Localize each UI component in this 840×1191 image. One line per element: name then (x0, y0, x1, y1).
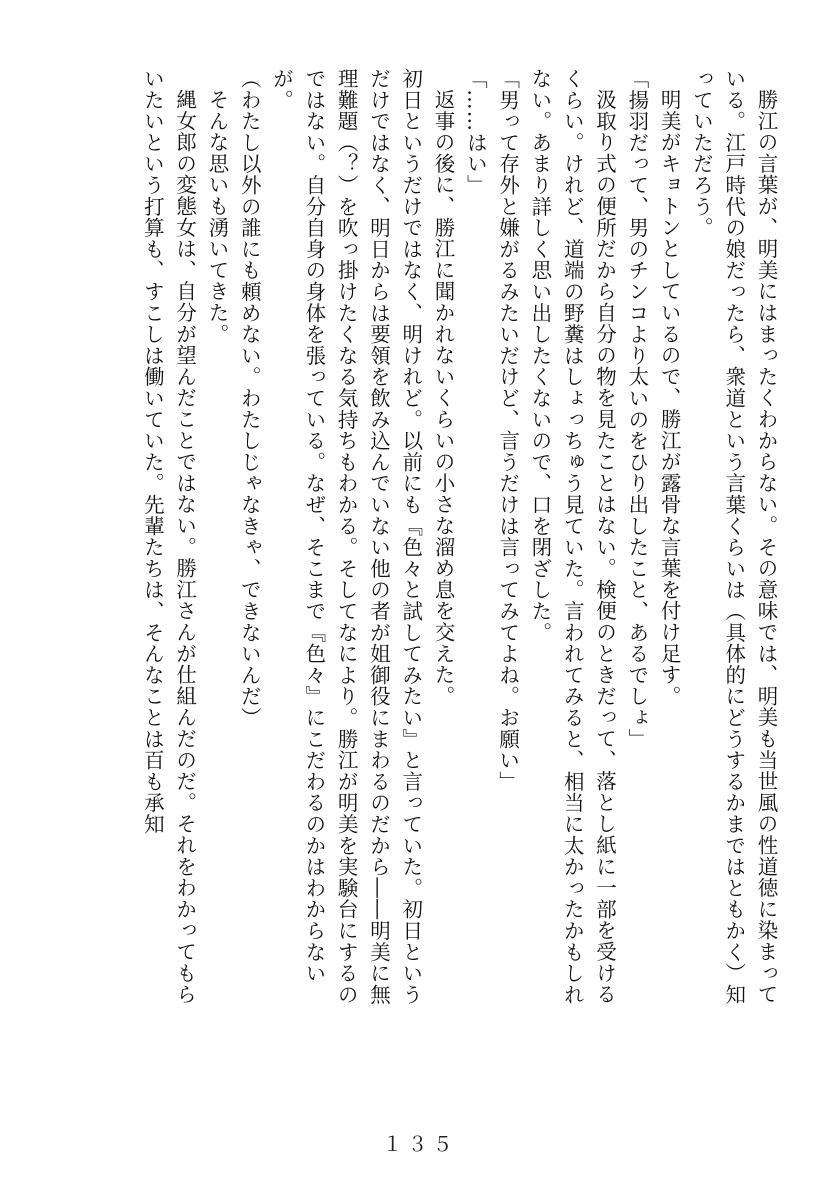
vertical-text-body (52, 68, 782, 1010)
dialogue-line: 「男って存外と嫌がるみたいだけど、言うだけは言ってみてよね。お願い」 (495, 68, 520, 793)
paragraph: 縄女郎の変態女は、自分が望んだことではない。勝江さんが仕組んだのだ。それをわかってもらいたいという打算も、すこしは働いていた。先輩たちは、そんなことは百も承知 (140, 68, 197, 1005)
paragraph: 明美がキョトンとしているので、勝江が露骨な言葉を付け足す。 (657, 88, 682, 707)
dialogue-line: 「揚羽だって、男のチンコより太いのをひり出したこと、あるでしょ」 (624, 68, 649, 750)
paragraph: 勝江の言葉が、明美にはまったくわからない。その意味では、明美も当世風の性道徳に染まっている。江戸時代の娘だったら、衆道という言葉くらいは（具体的にどうするかまではともかく）知っていただろう。 (689, 68, 778, 1006)
inner-thought-line: （わたし以外の誰にも頼めない。わたしじゃなきゃ、できないんだ） (237, 68, 262, 729)
paragraph: 返事の後に、勝江に聞かれないくらいの小さな溜め息を交えた。 (431, 88, 456, 707)
paragraph: 汲取り式の便所だから自分の物を見たことはない。検便のときだって、落とし紙に一部を受けるくらい。けれど、道端の野糞はしょっちゅう見ていた。言われてみると、相当に太かったかもしれない。あまり詳しく思い出したくないので、口を閉ざした。 (527, 68, 617, 1006)
page-number: １３５ (382, 1132, 458, 1156)
paragraph: そんな思いも湧いてきた。 (204, 88, 229, 345)
dialogue-line: 「……はい」 (463, 68, 488, 196)
paragraph: 初日というだけではなく、明けれど。以前にも『色々と試してみたい』と言っていた。初日というだけではなく、明日からは要領を飲み込んでいない他の者が姐御役にまわるのだから――明美に無理難題（？）を吹っ掛けたくなる気持ちもわかる。そしてなにより。勝江が明美を実験台にするのではない。自分自身の身体を張っている。なぜ、そこまで『色々』にこだわるのかはわからないが。 (269, 68, 423, 1006)
